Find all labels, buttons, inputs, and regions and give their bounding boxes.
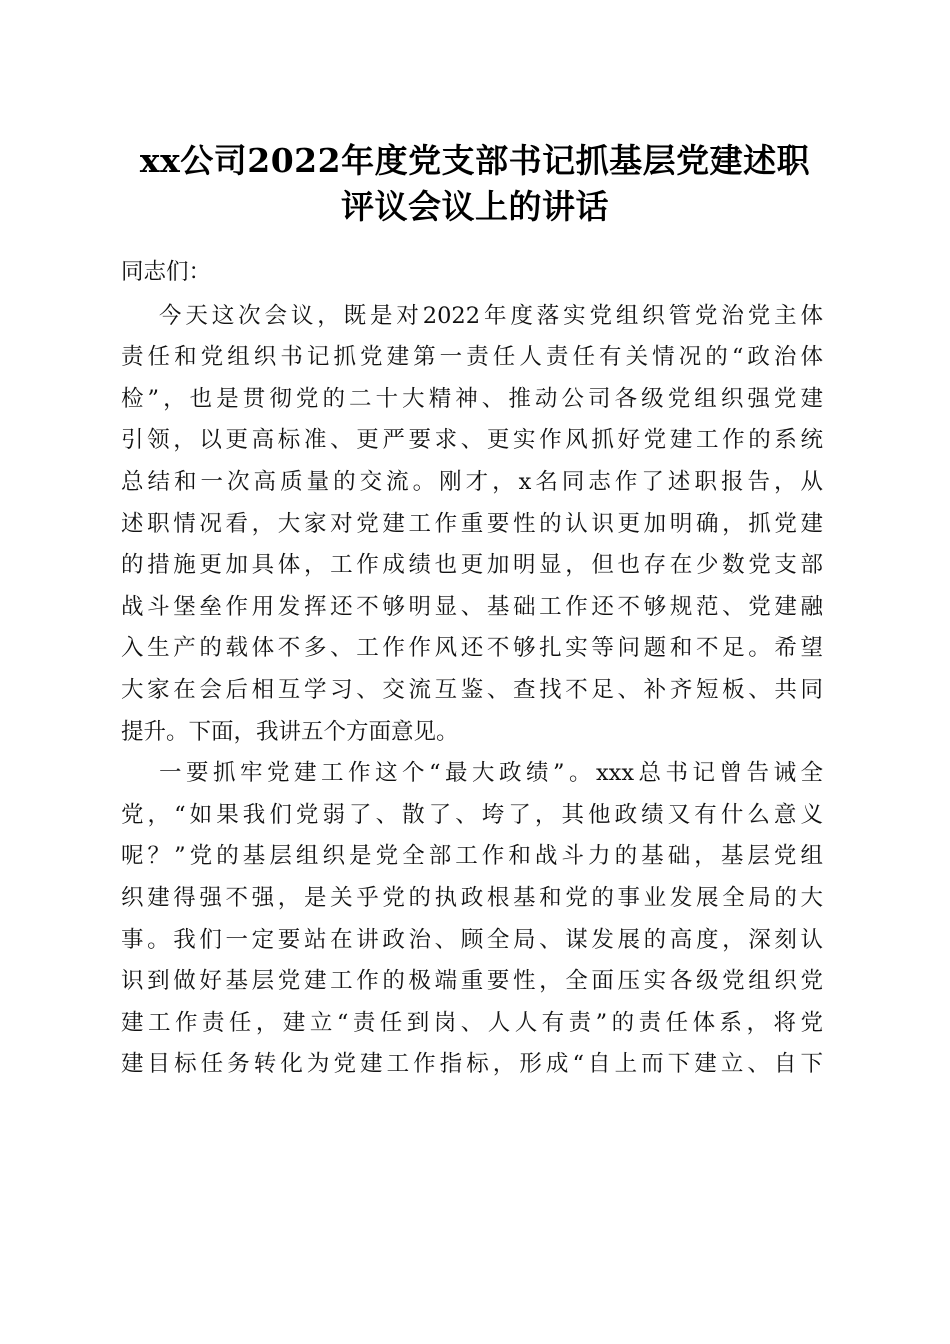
paragraph-line: 引领，以更高标准、更严要求、更实作风抓好党建工作的系统 — [121, 427, 823, 454]
title-line-1: xx公司2022年度党支部书记抓基层党建述职 — [139, 141, 811, 180]
paragraph-line: 入生产的载体不多、工作作风还不够扎实等问题和不足。希望 — [121, 635, 823, 662]
paragraph-line: 党，“如果我们党弱了、散了、垮了，其他政绩又有什么意义 — [121, 801, 823, 828]
paragraph-line: 述职情况看，大家对党建工作重要性的认识更加明确，抓党建 — [121, 510, 823, 537]
paragraph-line: 建工作责任，建立“责任到岗、人人有责”的责任体系，将党 — [121, 1009, 823, 1036]
paragraph-line: 今天这次会议，既是对2022年度落实党组织管党治党主体 — [159, 302, 823, 329]
paragraph-line: 责任和党组织书记抓党建第一责任人责任有关情况的“政治体 — [121, 344, 823, 371]
paragraph-1 — [121, 296, 823, 754]
paragraph-line: 识到做好基层党建工作的极端重要性，全面压实各级党组织党 — [121, 968, 823, 995]
paragraph-line: 一要抓牢党建工作这个“最大政绩”。xxx总书记曾告诫全 — [159, 760, 823, 787]
paragraph-line: 织建得强不强，是关乎党的执政根基和党的事业发展全局的大 — [121, 884, 823, 911]
paragraph-line: 的措施更加具体，工作成绩也更加明显，但也存在少数党支部 — [121, 552, 823, 579]
paragraph-line: 呢？”党的基层组织是党全部工作和战斗力的基础，基层党组 — [121, 843, 823, 870]
paragraph-line: 总结和一次高质量的交流。刚才，x名同志作了述职报告，从 — [121, 468, 823, 495]
paragraph-line: 事。我们一定要站在讲政治、顾全局、谋发展的高度，深刻认 — [121, 926, 823, 953]
salutation: 同志们： — [121, 259, 212, 285]
paragraph-line: 建目标任务转化为党建工作指标，形成“自上而下建立、自下 — [121, 1051, 823, 1078]
paragraph-line: 战斗堡垒作用发挥还不够明显、基础工作还不够规范、党建融 — [121, 593, 823, 620]
title-line-2: 评议会议上的讲话 — [341, 187, 609, 226]
paragraph-line: 检”，也是贯彻党的二十大精神、推动公司各级党组织强党建 — [121, 385, 823, 412]
paragraph-2 — [121, 753, 823, 1086]
document-body — [121, 252, 823, 1086]
document-title — [110, 138, 840, 230]
paragraph-line: 提升。下面，我讲五个方面意见。 — [121, 718, 459, 745]
paragraph-line: 大家在会后相互学习、交流互鉴、查找不足、补齐短板、共同 — [121, 676, 823, 703]
